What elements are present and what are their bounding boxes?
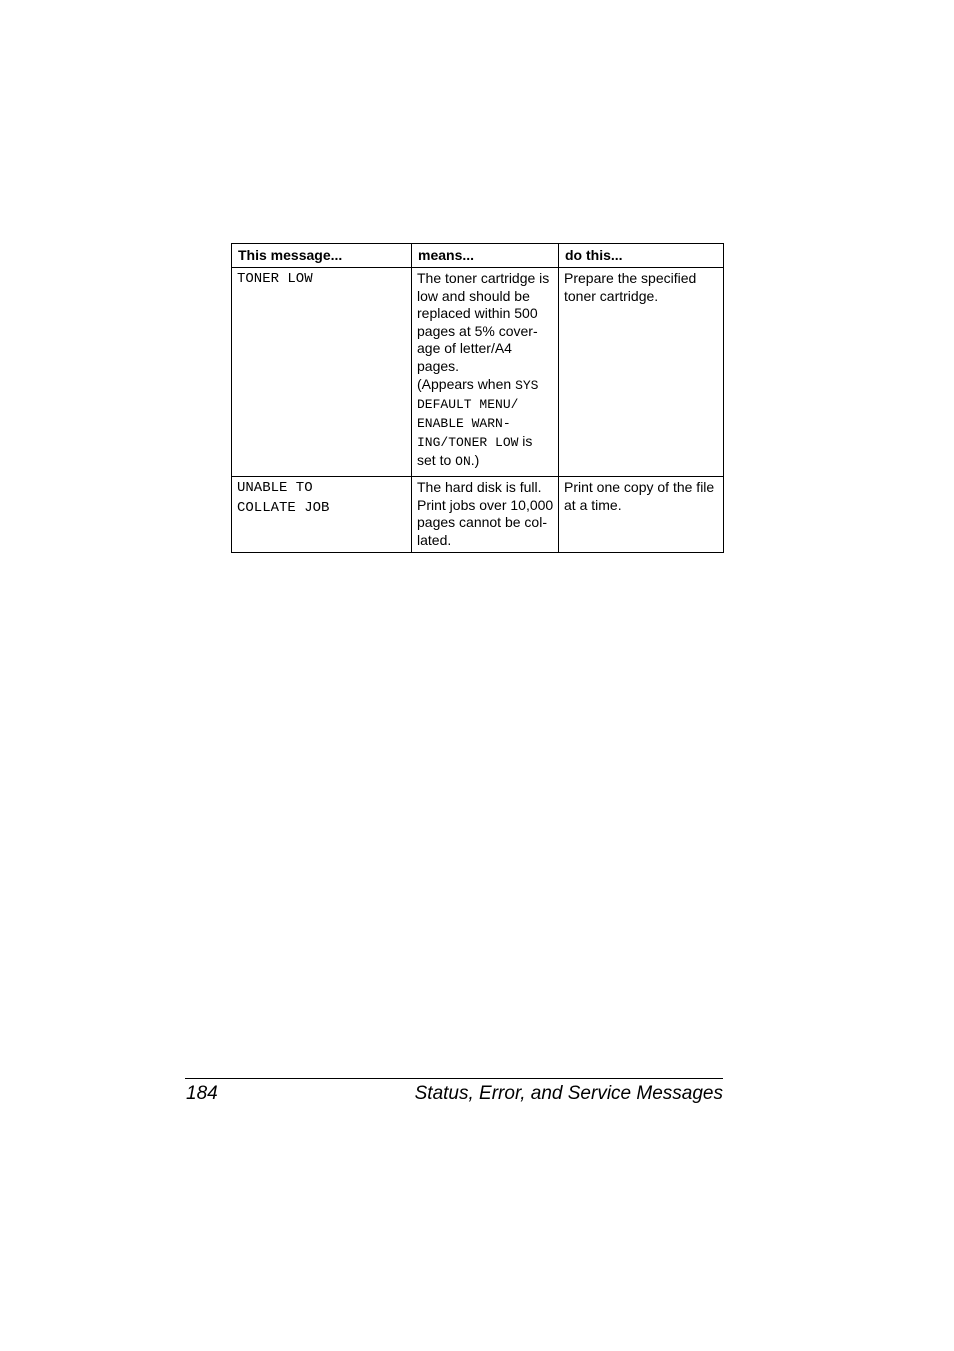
- note-text: (Appears when: [417, 375, 516, 392]
- message-cell: [232, 477, 412, 553]
- menu-path-code: ENABLE WARN-: [417, 415, 511, 431]
- note-text: set to: [417, 451, 456, 468]
- means-cell: [412, 477, 559, 553]
- means-note-line: [417, 395, 554, 414]
- action-cell: [559, 268, 724, 477]
- action-line: Prepare the specified: [564, 270, 697, 286]
- means-note-line: [417, 376, 554, 395]
- means-line: pages cannot be col-: [417, 514, 547, 531]
- means-line: pages.: [417, 357, 460, 374]
- footer-section-title: Status, Error, and Service Messages: [414, 1083, 723, 1104]
- action-line: Print one copy of the file: [564, 479, 715, 495]
- note-text: .): [470, 451, 480, 468]
- means-line: The hard disk is full.: [417, 479, 542, 495]
- column-header-means: means...: [412, 244, 559, 268]
- means-note-line: [417, 433, 554, 452]
- menu-path-code: SYS: [515, 377, 539, 393]
- means-line: age of letter/A4: [417, 340, 512, 357]
- messages-table: [231, 243, 724, 553]
- action-cell: [559, 477, 724, 553]
- means-note-line: [417, 452, 554, 471]
- table-header-row: [232, 244, 724, 268]
- table-row: [232, 477, 724, 553]
- means-line: Print jobs over 10,000: [417, 496, 554, 513]
- means-line: pages at 5% cover-: [417, 322, 538, 339]
- action-line: at a time.: [564, 496, 622, 513]
- note-text: is: [518, 432, 533, 449]
- menu-path-code: DEFAULT MENU/: [417, 396, 519, 412]
- column-header-action: do this...: [559, 244, 724, 268]
- action-line: toner cartridge.: [564, 287, 659, 304]
- message-code: COLLATE JOB: [237, 500, 330, 516]
- means-line: lated.: [417, 531, 452, 548]
- means-line: replaced within 500: [417, 305, 538, 322]
- menu-path-code: ING/TONER LOW: [417, 434, 519, 450]
- means-line: low and should be: [417, 287, 530, 304]
- table-row: [232, 268, 724, 477]
- message-cell: [232, 268, 412, 477]
- setting-value-code: ON: [455, 453, 471, 469]
- column-header-message: This message...: [232, 244, 412, 268]
- means-line: The toner cartridge is: [417, 270, 550, 286]
- message-code: UNABLE TO: [237, 480, 313, 496]
- footer-divider: [185, 1078, 723, 1079]
- means-note-line: [417, 414, 554, 433]
- message-code: TONER LOW: [237, 271, 313, 287]
- page-number: 184: [186, 1083, 218, 1104]
- means-cell: [412, 268, 559, 477]
